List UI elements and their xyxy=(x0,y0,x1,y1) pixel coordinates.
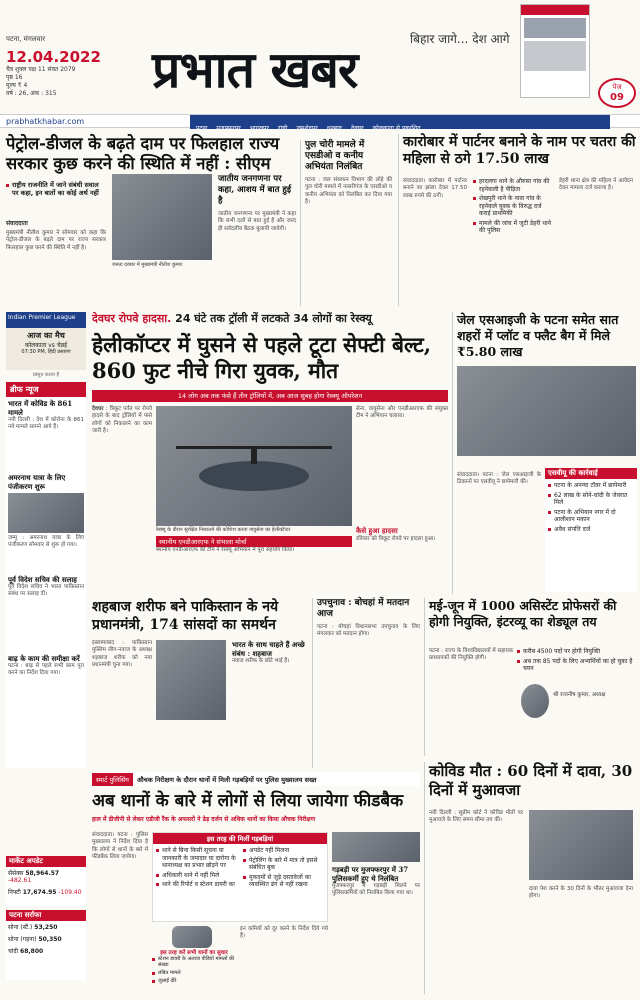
brief-news: ब्रीफ न्यूज भारत में कोविड के 861 मामले नयी दिल्ली : देश में कोरोना के 861 नये मामले सामने आये हैं। अमरनाथ यात्रा के लिए पंजीकरण शुरू जम्मू : अमरनाथ यात्रा के लिए पंजीकरण सोमवार से शुरू हो गया। पूर्व विदेश सचिव की सलाह पूर्व विदेश सचिव ने भारत पाकिस्तान संबंध पर सलाह दी। बाढ़ के काम की समीक्षा करें पटना : बाढ़ से पहले सभी काम पूरा करने का निर्देश दिया गया। xyxy=(6,382,86,768)
chatra-bullet-2: शेखपुरी थाने के नावा गांव के रहनेवाले युवक के विरुद्ध दर्ज कराई प्राथमिकी xyxy=(473,195,553,218)
edition-3: भागलपुर xyxy=(249,125,269,132)
market-update xyxy=(6,856,86,906)
deoghar-sub2: कैसे हुआ हादसा xyxy=(356,526,398,535)
prof-headline: मई-जून में 1000 असिस्टेंट प्रोफेसरों की होगी नियुक्ति, इंटरव्यू का शेड्यूल तय xyxy=(429,598,617,629)
ipl-ad[interactable] xyxy=(6,312,86,370)
police-compare xyxy=(152,926,236,992)
brief-1: भारत में कोविड के 861 मामले xyxy=(8,399,73,417)
edition-1: पटना xyxy=(196,125,208,132)
website-link[interactable]: prabhatkhabar.com xyxy=(6,117,85,126)
svu-bullet-2: 62 लाख के सोने-चांदी के जेवरात मिले xyxy=(548,492,634,507)
market-label: सेंसेक्स xyxy=(8,870,24,877)
police-headline: अब थानों के बारे में लोगों से लिया जायेगा फीडबैक xyxy=(92,791,404,811)
sdo-headline: पुल चोरी मामले में एसडीओ व कनीय अभियंता निलंबित xyxy=(305,140,365,172)
police-tag: स्मार्ट पुलिसिंग xyxy=(92,773,133,786)
lead-subhead: जातीय जनगणना पर कहा, आशय में बात हुई है जातीय जनगणना पर मुख्यमंत्री ने कहा कि सभी दलों से बात हुई है और जल्द ही सर्वदलीय बैठक बुलायी जायेगी। xyxy=(218,174,296,232)
police-kicker-row xyxy=(92,772,420,786)
pak-story: शहबाज शरीफ बने पाकिस्तान के नये प्रधानमंत्री, 174 सांसदों का समर्थन इस्लामाबाद : पाकिस्तान मुस्लिम लीग-नवाज के अध्यक्ष शहबाज शरीफ को नया प्रधानमंत्री चुना गया। भारत के साथ चाहते हैं अच्छे संबंध : शहबाज नवाज शरीफ के छोटे भाई हैं। xyxy=(92,598,308,768)
tagline: बिहार जागे... देश आगे xyxy=(410,32,510,46)
bullion-label: चांदी xyxy=(8,948,19,955)
team-1: कोलकाता xyxy=(24,342,47,349)
page-count: पृष्ठ 16 xyxy=(6,74,23,81)
ipl-title: आज का मैच xyxy=(27,331,65,340)
police-story: स्मार्ट पुलिसिंग औचक निरीक्षण के दौरान थानों में मिली गड़बड़ियों पर पुलिस मुख्यालय सख्त अब थानों के बारे में लोगों से लिया जायेगा फीडबैक हाल में डीजीपी से लेकर एडीजी रैंक के अफसरों ने ढेड़ दर्जन से अधिक थानों का किया औचक निरीक्षण संवाददाता। पटना : पुलिस मुख्यालय ने निर्देश दिया है कि लोगों से थानों के बारे में फीडबैक लिया जायेगा। इस तरह की मिलीं गड़बड़ियां थाने से बिना किसी सूचना या जानकारी के जमादार या दारोगा के थानाध्यक्ष का प्रभार छोड़ने पर अधिकारी थाने में नहीं मिले थाने की रिपोर्ट व स्टेशन डायरी का अपडेट नहीं मिलना पेट्रोलिंग के बारे में मात्र तो इससे संबंधित बुक मुकदमों से जुड़े दस्तावेजों का व्यवस्थित ढंग से नहीं रखना इस तरह करें सभी थानों का सुधार स्टेशन डायरी के अलावा वीडियो मामलों की संख्या लंबित मामले जुलाई दौरे इन कमियों को दूर करने के निर्देश दिये गये हैं। गड़बड़ी पर मुजफ्फरपुर में 37 पुलिसकर्मी हुए थे निलंबित मुजफ्फरपुर में गड़बड़ी मिलने पर पुलिसकर्मियों को निलंबित किया गया था। xyxy=(92,772,420,994)
deoghar-story xyxy=(92,312,448,594)
brief-title: ब्रीफ न्यूज xyxy=(6,382,86,397)
chatra-headline: कारोबार में पार्टनर बनाने के नाम पर चतरा की महिला से ठगे 17.50 लाख xyxy=(403,134,636,167)
jail-headline: जेल एसआइजी के पटना समेत सात शहरों में प्लॉट व फ्लैट बैग में मिले ₹5.80 लाख xyxy=(457,312,619,359)
pak-note-text: भारत के साथ चाहते हैं अच्छे संबंध : शहबाज xyxy=(232,640,305,658)
issue-date: 12.04.2022 xyxy=(6,48,101,66)
covid-headline: कोविड मौत : 60 दिनों में दावा, 30 दिनों में मुआवजा xyxy=(429,762,633,799)
bypoll-headline: उपचुनाव : बोचहां में मतदान आज xyxy=(317,598,410,619)
compare-title: इस तरह करें सभी थानों का सुधार xyxy=(160,950,228,956)
brief-3: पूर्व विदेश सचिव की सलाह xyxy=(8,575,77,584)
edition-7: देवघर xyxy=(351,125,364,132)
lead-byline: संवाददाता xyxy=(6,220,28,227)
compare-3: जुलाई दौरे xyxy=(152,978,236,984)
compare-1: स्टेशन डायरी के अलावा वीडियो मामलों की संख्या xyxy=(152,956,236,968)
bullion-row xyxy=(6,933,86,945)
cm-caption: जनता दरबार में मुख्यमंत्री नीतीश कुमार xyxy=(112,262,183,268)
issue-5: पेट्रोलिंग के बारे में मात्र तो इससे संबंधित बुक xyxy=(243,857,325,872)
pak-note: भारत के साथ चाहते हैं अच्छे संबंध : शहबाज नवाज शरीफ के छोटे भाई हैं। xyxy=(232,640,308,665)
jail-story: जेल एसआइजी के पटना समेत सात शहरों में प्लॉट व फ्लैट बैग में मिले ₹5.80 लाख संवाददाता। पटना : जेल एसआइजी के ठिकानों पर एसवीयू ने छापेमारी की। एसवीयू की कार्रवाई पटना के अनन्या टॉवर में छापेमारी 62 लाख के सोने-चांदी के जेवरात मिले पटना के अभियान नगर में दो आलीशान मकान अवैध संपत्ति दर्ज xyxy=(452,312,636,594)
newspaper-logo: प्रभात खबर xyxy=(152,40,358,99)
bullion-row xyxy=(6,945,86,957)
market-title: मार्केट अपडेट xyxy=(6,856,86,867)
prof-bullet-1: करीब 4500 पदों पर होगी नियुक्ति xyxy=(517,648,633,656)
police-photo xyxy=(332,832,420,862)
market-change: -109.40 xyxy=(58,889,82,896)
deoghar-kicker-text: 24 घंटे तक ट्रॉली में लटकते 34 लोगों का रेस्क्यू xyxy=(175,312,372,325)
issue-3: थाने की रिपोर्ट व स्टेशन डायरी का xyxy=(156,881,238,889)
lead-headline: पेट्रोल-डीजल के बढ़ते दाम पर फिलहाल राज्य सरकार कुछ करने की स्थिति में नहीं : सीएम xyxy=(6,134,280,173)
compare-2: लंबित मामले xyxy=(152,970,236,976)
issue-4: अपडेट नहीं मिलना xyxy=(243,847,325,855)
svu-bullet-3: पटना के अभियान नगर में दो आलीशान मकान xyxy=(548,509,634,524)
chatra-bullet-1: हरदलगा थाने के औरुसा गांव की रहनेवाली है पीड़िता xyxy=(473,178,553,193)
deoghar-sidecol: सेना, वायुसेना और एनडीआरएफ की संयुक्त टीम ने अभियान चलाया। कैसे हुआ हादसा रविवार को त्रिकूट रोपवे पर हादसा हुआ। xyxy=(356,406,448,542)
supreme-court-photo xyxy=(529,810,633,880)
brief-2: अमरनाथ यात्रा के लिए पंजीकरण शुरू xyxy=(8,473,66,491)
shahbaz-photo xyxy=(156,640,226,720)
police-box xyxy=(152,832,328,922)
market-value: 58,964.57 xyxy=(25,870,60,877)
bullion-value: 68,800 xyxy=(20,948,44,955)
deoghar-kicker-label: देवघर रोपवे हादसा. xyxy=(92,312,172,325)
city: पटना, मंगलवार xyxy=(6,35,46,43)
svu-title: एसवीयू की कार्रवाई xyxy=(545,468,637,479)
edition-8: कोलकाता से प्रकाशित xyxy=(372,125,421,132)
brief-4: बाढ़ के काम की समीक्षा करें xyxy=(8,654,80,663)
bypoll-story: उपचुनाव : बोचहां में मतदान आज पटना : बोचहां विधानसभा उपचुनाव के लिए मंगलवार को मतदान होगा। xyxy=(312,598,420,768)
epaper-thumbnail xyxy=(520,4,590,98)
issue-6: मुकदमों से जुड़े दस्तावेजों का व्यवस्थित ढंग से नहीं रखना xyxy=(243,874,325,889)
cm-photo xyxy=(112,174,212,260)
covid-story: कोविड मौत : 60 दिनों में दावा, 30 दिनों में मुआवजा नयी दिल्ली : सुप्रीम कोर्ट ने कोविड मौतों पर मुआवजे के लिए समय सीमा तय की। दावा पेश करने के 30 दिनों के भीतर मुआवजा देना होगा। xyxy=(424,762,636,994)
police-banner2: हाल में डीजीपी से लेकर एडीजी रैंक के अफसरों ने ढेड़ दर्जन से अधिक थानों का किया औचक निरीक्षण xyxy=(92,816,316,823)
edition-2: मुजफ्फरपुर xyxy=(216,125,241,132)
issue-1: थाने से बिना किसी सूचना या जानकारी के जमादार या दारोगा के थानाध्यक्ष का प्रभार छोड़ने पर xyxy=(156,847,238,870)
chairman-photo xyxy=(521,684,549,718)
market-value: 17,674.95 xyxy=(22,889,57,896)
volume: वर्ष : 26, अंक : 315 xyxy=(6,90,57,97)
helicopter-caption: रेस्क्यू के दौरान सुरक्षित निकालने की कोशिश करता वायुसेना का हेलीकॉप्टर xyxy=(156,527,291,533)
market-label: निफ्टी xyxy=(8,889,21,896)
police-box-title: इस तरह की मिलीं गड़बड़ियां xyxy=(153,833,327,844)
bullion-label: सोना (स्टैं.) xyxy=(8,924,33,931)
police-cap-icon xyxy=(172,926,212,948)
sdo-story: पुल चोरी मामले में एसडीओ व कनीय अभियंता निलंबित पटना : जल संसाधन विभाग की लोहे की पुल चोरी मामले में नासरीगंज के एसडीओ व कनीय अभियंता को निलंबित कर दिया गया है। xyxy=(300,140,392,306)
bullion-title: पटना सर्राफा xyxy=(6,910,86,921)
deoghar-kicker xyxy=(92,312,448,326)
chatra-story: कारोबार में पार्टनर बनाने के नाम पर चतरा की महिला से ठगे 17.50 लाख संवाददाता। कारोबार में पार्टनर बनाने का झांसा देकर 17.50 लाख रुपये की ठगी। हरदलगा थाने के औरुसा गांव की रहनेवाली है पीड़िता शेखपुरी थाने के नावा गांव के रहनेवाले युवक के विरुद्ध दर्ज कराई प्राथमिकी मामले की जांच में जुटी डेहरी थाने की पुलिस डेहरी थाना क्षेत्र की महिला ने आवेदन देकर मामला दर्ज कराया है। xyxy=(398,134,636,306)
deoghar-dateline: देवघर xyxy=(92,406,104,412)
local-banner: स्थानीय एनडीआरएफ ने संभाला मोर्चा xyxy=(156,536,352,547)
edition-4: रांची xyxy=(278,125,288,132)
edition-bar xyxy=(0,114,640,132)
prof-bullet-2: अब तक 85 पदों के लिए अभ्यर्थियों का हो चुका है चयन xyxy=(517,658,633,673)
issue-2: अधिकारी थाने में नहीं मिले xyxy=(156,872,238,880)
lead-story xyxy=(6,134,296,306)
edition-strip xyxy=(190,115,610,132)
ipl-banner: Indian Premier League xyxy=(6,312,86,328)
svu-bullet-4: अवैध संपत्ति दर्ज xyxy=(548,526,634,534)
pak-headline: शहबाज शरीफ बने पाकिस्तान के नये प्रधानमंत्री, 174 सांसदों का समर्थन xyxy=(92,599,279,633)
ipl-time: 07:30 PM, हिंदी प्रसारण xyxy=(21,349,71,355)
page-number: 09 xyxy=(610,92,624,103)
market-row-2 xyxy=(6,886,86,898)
edition-6: धनबाद xyxy=(326,125,342,132)
gadi-story: गड़बड़ी पर मुजफ्फरपुर में 37 पुलिसकर्मी हुए थे निलंबित मुजफ्फरपुर में गड़बड़ी मिलने पर पुलिसकर्मियों को निलंबित किया गया था। xyxy=(332,832,420,992)
police-kicker: औचक निरीक्षण के दौरान थानों में मिली गड़बड़ियों पर पुलिस मुख्यालय सख्त xyxy=(136,775,317,784)
market-change: -482.61 xyxy=(8,877,32,884)
deoghar-local: स्थानीय एनडीआरएफ ने संभाला मोर्चा स्थानीय एनडीआरएफ की टीम ने रेस्क्यू अभियान में पूरा सहयोग किया। xyxy=(156,536,352,592)
lead-body: मुख्यमंत्री नीतीश कुमार ने सोमवार को कहा कि पेट्रोल-डीजल के बढ़ते दाम पर राज्य सरकार फिलहाल कुछ करने की स्थिति में नहीं है। xyxy=(6,230,106,251)
price: मूल्य ₹ 4 xyxy=(6,82,28,89)
bullion-rates xyxy=(6,910,86,980)
bullion-value: 53,250 xyxy=(34,924,58,931)
helicopter-photo xyxy=(156,406,352,526)
panchang: चैत्र शुक्ल पक्ष 11 संवत 2079 xyxy=(6,66,76,73)
edition-5: जमशेदपुर xyxy=(296,125,318,132)
prof-byline: श्री राजनीष कुमार, अध्यक्ष xyxy=(553,692,606,698)
market-row-1 xyxy=(6,867,86,886)
team-2: चेन्नई xyxy=(56,342,68,349)
bullion-value: 50,350 xyxy=(38,936,62,943)
ipl-sponsor: प्रस्तुत करता है xyxy=(32,372,60,378)
page-badge xyxy=(598,78,636,108)
prof-story: मई-जून में 1000 असिस्टेंट प्रोफेसरों की होगी नियुक्ति, इंटरव्यू का शेड्यूल तय पटना : राज्य के विश्वविद्यालयों में सहायक प्राध्यापकों की नियुक्ति होगी। करीब 4500 पदों पर होगी नियुक्ति अब तक 85 पदों के लिए अभ्यर्थियों का हो चुका है चयन श्री राजनीष कुमार, अध्यक्ष xyxy=(424,598,636,756)
bullion-row xyxy=(6,921,86,933)
deoghar-headline: हेलीकॉप्टर में घुसने से पहले टूटा सेफ्टी बेल्ट, 860 फुट नीचे गिरा युवक, मौत xyxy=(92,332,432,383)
ipl-teams: कोलकाता vs चेन्नई xyxy=(24,342,68,349)
jail-photo xyxy=(457,366,636,456)
deoghar-banner: 14 लोग अब तक फंसे हैं तीन ट्रॉलियों में, अब आज सुबह होगा रेस्क्यू ऑपरेशन xyxy=(92,390,448,402)
lead-subhead-text: जातीय जनगणना पर कहा, आशय में बात हुई है xyxy=(218,174,292,206)
svu-bullet-1: पटना के अनन्या टॉवर में छापेमारी xyxy=(548,482,634,490)
lead-bullet-1: राष्ट्रीय राजनीति में जाने संबंधी सवाल पर कहा, इन बातों का कोई अर्थ नहीं xyxy=(6,182,106,197)
gadi-headline: गड़बड़ी पर मुजफ्फरपुर में 37 पुलिसकर्मी हुए थे निलंबित xyxy=(332,865,409,883)
bullion-label: सोना (गहना) xyxy=(8,936,37,943)
page-label: पेज xyxy=(612,83,622,91)
chatra-bullet-3: मामले की जांच में जुटी डेहरी थाने की पुलिस xyxy=(473,220,553,235)
masthead xyxy=(0,0,640,112)
svu-box xyxy=(545,468,637,592)
deoghar-col1: देवघर : त्रिकूट पर्वत पर रोपवे हादसे के बाद ट्रॉलियों में फंसे लोगों को निकालने का काम जारी है। xyxy=(92,406,152,435)
